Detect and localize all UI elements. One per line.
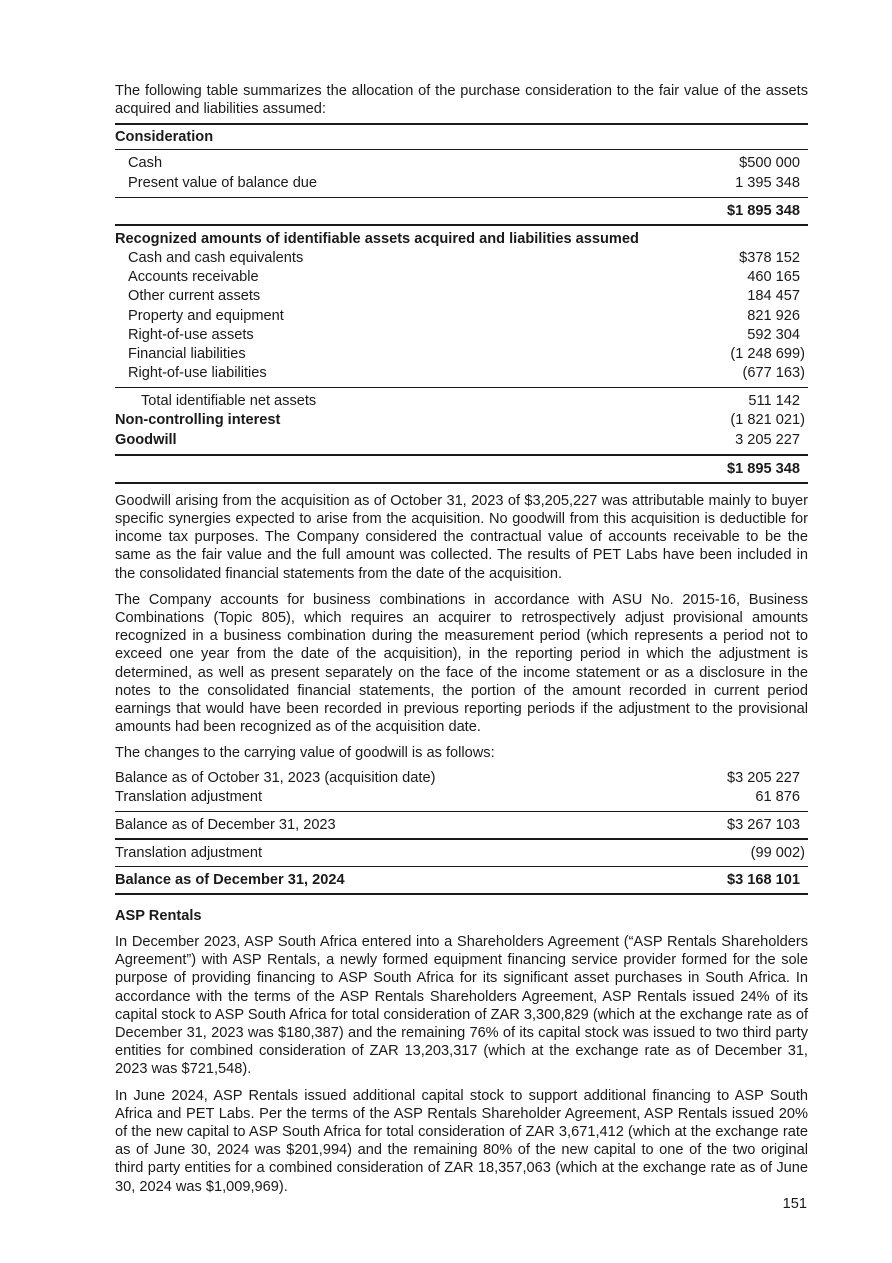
table-row: Right-of-use assets 592 304 bbox=[128, 326, 800, 343]
table-row: Other current assets 184 457 bbox=[128, 288, 800, 305]
recognized-total: $1 895 348 bbox=[726, 460, 800, 477]
table-row: Translation adjustment (99 002) bbox=[115, 844, 805, 861]
goodwill-paragraph: Goodwill arising from the acquisition as of October 31, 2023 of $3,205,227 was attributable mainly to buyer specific synergies expected to arise from the acquisition. No goodwill from this acquisition is deductible for income tax purposes. The Company considered the contractual value of accounts receivable to be the same as the fair value and the full amount was collected. The results of PET Labs have been included in the consolidated financial statements from the date of the acquisition. bbox=[115, 492, 808, 582]
table-row: Cash $500 000 bbox=[128, 155, 800, 172]
purchase-allocation-table bbox=[115, 123, 808, 483]
page-number: 151 bbox=[782, 1196, 807, 1212]
table-row: Balance as of December 31, 2023 $3 267 103 bbox=[115, 816, 800, 833]
section-heading: ASP Rentals bbox=[115, 907, 202, 924]
consideration-total: $1 895 348 bbox=[726, 202, 800, 219]
table-row: Total identifiable net assets 511 142 bbox=[141, 393, 800, 410]
intro-text: The following table summarizes the allocation of the purchase consideration to the fair value of the assets acquired and liabilities assumed: bbox=[115, 83, 808, 118]
table-row: Balance as of December 31, 2024 $3 168 101 bbox=[115, 871, 800, 888]
table-row: Balance as of October 31, 2023 (acquisition date) $3 205 227 bbox=[115, 769, 800, 786]
asp-paragraph-1: In December 2023, ASP South Africa entered into a Shareholders Agreement (“ASP Rentals Shareholders Agreement”) with ASP Rentals, a newly formed equipment financing service provider formed for the sole purpose of providing financing to ASP South Africa for its significant asset purchases in South Africa. In accordance with the terms of the ASP Rentals Shareholders Agreement, ASP Rentals issued 24% of its capital stock to ASP South Africa for total consideration of ZAR 3,300,829 (which at the exchange rate as of December 31, 2023 was $180,387) and the remaining 76% of its capital stock was issued to two third party entities for combined consideration of ZAR 13,203,317 (which at the exchange rate as of December 31, 2023 was $721,548). bbox=[115, 933, 808, 1078]
table-row: Accounts receivable 460 165 bbox=[128, 269, 800, 286]
table-row: Property and equipment 821 926 bbox=[128, 307, 800, 324]
goodwill-changes-table bbox=[115, 769, 808, 895]
table-row: Translation adjustment 61 876 bbox=[115, 788, 800, 805]
table-row: Non-controlling interest (1 821 021) bbox=[115, 412, 805, 429]
goodwill-changes-intro: The changes to the carrying value of goodwill is as follows: bbox=[115, 745, 495, 762]
page-content bbox=[115, 82, 808, 1196]
table-row: Present value of balance due 1 395 348 bbox=[128, 174, 800, 191]
recognized-header: Recognized amounts of identifiable assets acquired and liabilities assumed bbox=[115, 230, 639, 247]
table-row: Right-of-use liabilities (677 163) bbox=[128, 365, 805, 382]
business-combinations-paragraph: The Company accounts for business combinations in accordance with ASU No. 2015-16, Business Combinations (Topic 805), which requires an acquirer to retrospectively adjust provisional amounts recognized in a business combination during the measurement period (which represents a period not to exceed one year from the date of the acquisition), in the reporting period in which the adjustment is determined, as well as present separately on the face of the income statement or as a disclosure in the notes to the consolidated financial statements, the portion of the amount recorded in current period earnings that would have been recorded in previous reporting periods if the adjustment to the provisional amounts had been recognized as of the acquisition date. bbox=[115, 591, 808, 736]
table-row: Financial liabilities (1 248 699) bbox=[128, 345, 805, 362]
table-row: Goodwill 3 205 227 bbox=[115, 431, 800, 448]
consideration-header: Consideration bbox=[115, 129, 214, 146]
table-row: Cash and cash equivalents $378 152 bbox=[128, 249, 800, 266]
asp-paragraph-2: In June 2024, ASP Rentals issued additional capital stock to support additional financing to ASP South Africa and PET Labs. Per the terms of the ASP Rentals Shareholder Agreement, ASP Rentals issued 20% of the new capital to ASP South Africa for total consideration of ZAR 3,671,412 (which at the exchange rate as of June 30, 2024 was $201,994) and the remaining 80% of the new capital to one of the two original third party entities for a combined consideration of ZAR 18,357,063 (which at the exchange rate as of June 30, 2024 was $1,009,969). bbox=[115, 1087, 808, 1195]
